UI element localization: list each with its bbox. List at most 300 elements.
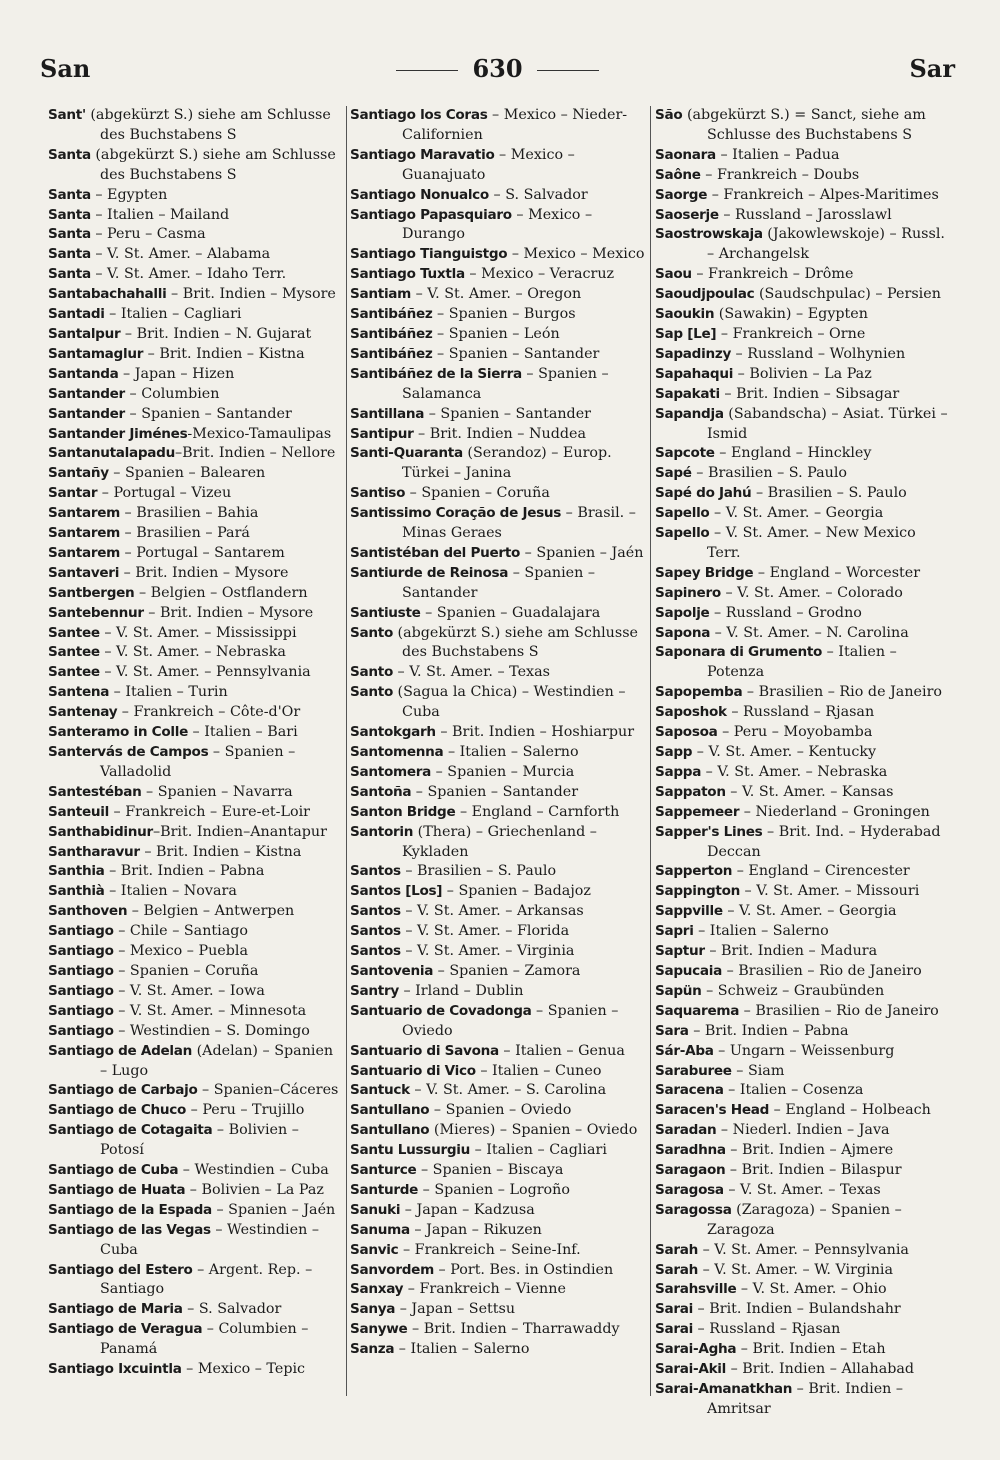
entry-location: (Zaragoza) – Spanien – Zaragoza <box>707 1201 902 1238</box>
list-item <box>350 1280 646 1300</box>
list-item <box>350 1141 646 1161</box>
list-item <box>48 504 344 524</box>
list-item <box>655 305 951 325</box>
entry-headword: Santiago de Maria <box>48 1301 183 1318</box>
entry-location: – Brit. Indien – Ajmere <box>725 1142 894 1159</box>
entry-headword: Saracen's Head <box>655 1102 770 1119</box>
list-item <box>48 245 344 265</box>
entry-location: – Brit. Indien – Mysore <box>143 604 314 621</box>
list-item <box>655 1022 951 1042</box>
list-item <box>655 743 951 763</box>
list-item <box>350 763 646 783</box>
entry-location: – Spanien – Balearen <box>108 465 266 482</box>
list-item <box>655 1002 951 1022</box>
entry-location: – Spanien – Coruña <box>405 485 550 502</box>
entry-location: – Egypten <box>90 186 168 203</box>
list-item <box>655 1261 951 1281</box>
list-item <box>350 882 646 902</box>
entry-location: – V. St. Amer. – Virginia <box>400 943 575 960</box>
entry-headword: Santena <box>48 684 110 701</box>
entry-headword: Santalpur <box>48 325 121 342</box>
list-item <box>350 544 646 564</box>
list-item <box>655 206 951 226</box>
entry-headword: Sarai-Akil <box>655 1361 727 1378</box>
entry-location: – Italien – Cosenza <box>723 1082 864 1099</box>
entry-location: – Italien – Padua <box>715 146 840 163</box>
list-item <box>655 1121 951 1141</box>
entry-headword: Sapello <box>655 525 710 542</box>
entry-location: – V. St. Amer. – S. Carolina <box>409 1082 607 1099</box>
entry-headword: Saposhok <box>655 704 727 721</box>
entry-location: – V. St. Amer. – Mississippi <box>99 624 297 641</box>
running-head-right: Sar <box>909 54 955 83</box>
entry-headword: Santos <box>350 943 401 960</box>
list-item <box>350 922 646 942</box>
entry-headword: Saoserje <box>655 206 719 223</box>
entry-headword: Santuario de Covadonga <box>350 1002 532 1019</box>
list-item <box>48 624 344 644</box>
list-item <box>655 723 951 743</box>
list-item <box>48 1261 344 1301</box>
page-header <box>40 54 955 90</box>
list-item <box>350 982 646 1002</box>
list-item <box>655 922 951 942</box>
entry-location: – Brasil. – Minas Geraes <box>402 505 636 542</box>
list-item <box>48 584 344 604</box>
entry-location: – V. St. Amer. – Alabama <box>90 246 271 263</box>
entry-headword: Santhia <box>48 863 105 880</box>
list-item <box>350 683 646 723</box>
list-item <box>655 763 951 783</box>
list-item <box>655 564 951 584</box>
entry-location: – Brit. Indien – Pabna <box>104 863 265 880</box>
entry-headword: Santiago de las Vegas <box>48 1221 211 1238</box>
list-item <box>350 245 646 265</box>
entry-headword: Sapé do Jahú <box>655 485 752 502</box>
entry-location: – V. St. Amer. – Missouri <box>740 883 920 900</box>
entry-headword: Santuck <box>350 1082 410 1099</box>
entry-headword: Santander <box>48 385 125 402</box>
entry-headword: Santos <box>350 923 401 940</box>
list-item <box>655 1360 951 1380</box>
list-item <box>655 1201 951 1241</box>
entry-headword: Sanvic <box>350 1241 399 1258</box>
entry-location: – S. Salvador <box>182 1301 282 1318</box>
entry-headword: Santervás de Campos <box>48 744 209 760</box>
entry-location: – Brit. Indien – Pabna <box>688 1022 849 1039</box>
list-item <box>48 604 344 624</box>
entry-headword: Santurce <box>350 1162 417 1179</box>
list-item <box>48 862 344 882</box>
entry-headword: Santiago los Coras <box>350 107 488 123</box>
entry-location: – Spanien–Cáceres <box>197 1082 339 1099</box>
entry-location: – Brasilien – Rio de Janeiro <box>739 1002 939 1019</box>
list-item <box>48 146 344 186</box>
entry-headword: Santo <box>350 684 393 701</box>
entry-headword: Santiago <box>48 1022 114 1039</box>
entry-location: – Russland – Wolhynien <box>731 345 906 362</box>
list-item <box>48 823 344 843</box>
list-item <box>48 803 344 823</box>
list-item <box>48 106 344 146</box>
list-item <box>350 345 646 365</box>
entry-location: – Peru – Casma <box>90 226 206 243</box>
list-item <box>655 803 951 823</box>
list-item <box>655 186 951 206</box>
list-item <box>48 643 344 663</box>
entry-location: – Mexico – Puebla <box>113 943 249 960</box>
entry-headword: Santiago de Huata <box>48 1181 186 1198</box>
list-item <box>48 405 344 425</box>
entry-headword: Sapandja <box>655 405 724 422</box>
entry-location: – Brit. Indien – Madura <box>704 943 878 960</box>
list-item <box>655 106 951 146</box>
entry-headword: Santiago <box>48 943 114 960</box>
list-item <box>655 703 951 723</box>
entry-headword: Santos <box>350 903 401 920</box>
entry-headword: Santiago de Cuba <box>48 1162 179 1179</box>
entry-headword: Santuario di Savona <box>350 1042 499 1059</box>
list-item <box>655 524 951 564</box>
entry-location: – Siam <box>731 1062 785 1079</box>
list-item <box>350 106 646 146</box>
list-item <box>655 1181 951 1201</box>
list-item <box>655 942 951 962</box>
entry-headword: Santiago Tuxtla <box>350 266 465 283</box>
list-item <box>48 783 344 803</box>
entry-headword: Santo <box>350 624 393 641</box>
list-item <box>48 1161 344 1181</box>
entry-location: – V. St. Amer. – Pennsylvania <box>698 1241 909 1258</box>
entry-headword: Saraburee <box>655 1062 732 1079</box>
list-item <box>48 186 344 206</box>
entry-headword: Santa <box>48 186 91 203</box>
entry-headword: Sappaton <box>655 783 726 800</box>
entry-location: – Westindien – S. Domingo <box>113 1022 310 1039</box>
entry-location: – Spanien – Salamanca <box>402 365 609 402</box>
entry-location: – Japan – Settsu <box>395 1301 516 1318</box>
entry-location: – V. St. Amer. – Iowa <box>113 982 265 999</box>
entry-location: – England – Cirencester <box>732 863 910 880</box>
entry-headword: Santa <box>48 146 91 163</box>
entry-location: – England – Carnforth <box>455 803 620 820</box>
entry-headword: Sár-Aba <box>655 1042 714 1059</box>
entry-headword: Sanxay <box>350 1281 404 1298</box>
list-item <box>48 663 344 683</box>
entry-headword: Santañy <box>48 465 109 482</box>
entry-location: – Italien – Cuneo <box>475 1062 602 1079</box>
entry-headword: Sapona <box>655 624 711 641</box>
entry-headword: Sapün <box>655 982 702 999</box>
entry-headword: Santenay <box>48 704 118 721</box>
entry-location: – Brit. Indien – Sibsagar <box>719 385 900 402</box>
list-item <box>350 206 646 246</box>
entry-headword: Santos [Los] <box>350 883 443 900</box>
list-item <box>655 405 951 445</box>
list-item <box>655 982 951 1002</box>
entry-headword: Santanda <box>48 365 119 382</box>
entry-headword: Santillana <box>350 405 425 422</box>
entry-headword: Santhià <box>48 883 105 900</box>
entry-headword: Saragosa <box>655 1181 724 1198</box>
entry-headword: Santibáñez <box>350 306 433 323</box>
list-item <box>350 1320 646 1340</box>
entry-location: – Spanien – Santander <box>402 564 596 601</box>
entry-headword: Santbergen <box>48 584 135 601</box>
list-item <box>350 425 646 445</box>
list-item <box>655 1300 951 1320</box>
entry-location: (Sabandscha) – Asiat. Türkei – Ismid <box>707 405 948 442</box>
entry-headword: Sanywe <box>350 1321 408 1338</box>
list-item <box>350 604 646 624</box>
list-item <box>48 225 344 245</box>
entry-location: – Mexico – Guanajuato <box>402 146 575 183</box>
list-item <box>655 1161 951 1181</box>
entry-location: – Russland – Rjasan <box>693 1321 841 1338</box>
list-item <box>655 1081 951 1101</box>
entry-location: – Schweiz – Graubünden <box>701 982 885 999</box>
entry-headword: Sanvordem <box>350 1261 434 1278</box>
entry-location: – V. St. Amer. – Texas <box>723 1181 881 1198</box>
entry-headword: Santa <box>48 266 91 283</box>
entry-location: – Westindien – Cuba <box>100 1221 319 1258</box>
entry-headword: Santiago Papasquiaro <box>350 206 512 223</box>
entry-location: – V. St. Amer. – Oregon <box>411 286 582 303</box>
entry-headword: Santarem <box>48 544 121 561</box>
entry-location: – Spanien – León <box>432 325 560 342</box>
entry-headword: Sappa <box>655 763 702 780</box>
entry-location: (Sawakin) – Egypten <box>714 306 868 323</box>
entry-location: – Spanien – Logroño <box>418 1181 570 1198</box>
list-item <box>350 723 646 743</box>
entry-headword: Sapé <box>655 465 692 482</box>
list-item <box>350 1042 646 1062</box>
list-item <box>48 325 344 345</box>
entry-location: – Brit. Indien – Hoshiarpur <box>435 724 635 741</box>
entry-location: – Frankreich – Doubs <box>700 166 860 183</box>
entry-location: – Russland – Jarosslawl <box>718 206 892 223</box>
entry-location: – Brit. Indien – Allahabad <box>726 1361 915 1378</box>
entry-headword: Santiago Maravatio <box>350 146 495 163</box>
entry-location: – Peru – Moyobamba <box>717 724 873 741</box>
entry-headword: Santhabidinur <box>48 823 153 840</box>
entry-headword: Saradan <box>655 1122 717 1139</box>
entry-headword: Santiago <box>48 1002 114 1019</box>
entry-headword: Sarahsville <box>655 1281 737 1298</box>
entry-location: – Russland – Rjasan <box>726 704 875 721</box>
entry-headword: Saostrowskaja <box>655 226 763 243</box>
list-item <box>655 1340 951 1360</box>
list-item <box>350 285 646 305</box>
entry-location: (abgekürzt S.) siehe am Schlusse des Buchstabens S <box>85 107 331 143</box>
list-item <box>655 604 951 624</box>
entry-headword: Santiago de Cotagaita <box>48 1122 213 1139</box>
entry-headword: Saquarema <box>655 1002 740 1019</box>
list-item <box>350 305 646 325</box>
page-number: 630 <box>40 54 955 83</box>
entry-location: – Spanien – Jaén <box>211 1201 336 1218</box>
entry-location: – V. St. Amer. – Kansas <box>725 783 894 800</box>
entry-headword: Sapopemba <box>655 684 743 701</box>
entry-location: – Japan – Rikuzen <box>409 1221 542 1238</box>
entry-location: – Spanien – Coruña <box>113 962 259 979</box>
entry-location: – Portugal – Vizeu <box>97 485 232 502</box>
entry-headword: Santee <box>48 664 100 681</box>
entry-location: – Spanien – Murcia <box>431 763 575 780</box>
entry-location: – England – Holbeach <box>769 1102 931 1119</box>
entry-headword: Sapp <box>655 744 693 760</box>
entry-location: – Spanien – Santander <box>424 405 591 422</box>
entry-location: – Brasilien – S. Paulo <box>400 863 557 880</box>
entry-headword: Santee <box>48 624 100 641</box>
entry-headword: Santamaglur <box>48 345 144 362</box>
list-item <box>48 464 344 484</box>
entry-headword: Sanya <box>350 1301 396 1318</box>
entry-location: – Frankreich – Vienne <box>403 1281 566 1298</box>
list-item <box>48 206 344 226</box>
column-divider <box>650 106 651 1396</box>
entry-headword: Saponara di Grumento <box>655 644 823 661</box>
entry-location: – Brit. Indien – Mysore <box>166 286 336 303</box>
list-item <box>350 1161 646 1181</box>
list-item <box>350 1062 646 1082</box>
entry-headword: Santiago <box>48 962 114 979</box>
entry-location: -Mexico-Tamaulipas <box>187 425 332 442</box>
entry-headword: Santiago de Chuco <box>48 1102 187 1119</box>
entry-location: – Frankreich – Orne <box>716 325 866 342</box>
entry-headword: Saptur <box>655 943 705 960</box>
entry-location: – V. St. Amer. – Minnesota <box>113 1002 307 1019</box>
entry-location: – Ungarn – Weissenburg <box>713 1042 895 1059</box>
entry-location: – Spanien – Santander <box>411 783 579 800</box>
entry-headword: Santiago del Estero <box>48 1261 193 1278</box>
entry-headword: Sapakati <box>655 385 720 402</box>
entry-headword: Santokgarh <box>350 724 436 741</box>
list-item <box>48 1201 344 1221</box>
entry-headword: Sapucaia <box>655 962 723 979</box>
list-item <box>48 265 344 285</box>
entry-location: – Portugal – Santarem <box>120 544 285 561</box>
list-item <box>655 285 951 305</box>
entry-headword: Sanuma <box>350 1221 410 1238</box>
entry-headword: Santibáñez <box>350 345 433 362</box>
entry-location: – Brit. Ind. – Hyderabad Deccan <box>707 823 941 860</box>
list-item <box>655 385 951 405</box>
list-item <box>350 444 646 484</box>
entry-location: – Spanien – Oviedo <box>429 1102 572 1119</box>
entry-headword: Sap [Le] <box>655 325 717 342</box>
entry-location: – Spanien – Biscaya <box>416 1162 564 1179</box>
entry-location: (Adelan) – Spanien – Lugo <box>100 1042 334 1079</box>
entry-location: – V. St. Amer. – Nebraska <box>99 644 286 661</box>
entry-location: – Japan – Kadzusa <box>400 1201 535 1218</box>
entry-headword: Santharavur <box>48 843 140 860</box>
entry-location: – Port. Bes. in Ostindien <box>433 1261 614 1278</box>
column-divider <box>346 106 347 1396</box>
entry-headword: Sara <box>655 1022 689 1039</box>
list-item <box>350 803 646 823</box>
list-item <box>350 1221 646 1241</box>
list-item <box>350 504 646 544</box>
entry-location: – Brit. Indien – Kistna <box>139 843 302 860</box>
entry-headword: Sapadinzy <box>655 345 732 362</box>
entry-location: –Brit. Indien – Nellore <box>174 445 336 462</box>
list-item <box>655 882 951 902</box>
entry-location: – V. St. Amer. – Georgia <box>709 505 884 522</box>
entry-headword: Santibáñez de la Sierra <box>350 365 522 382</box>
list-item <box>48 1101 344 1121</box>
entry-location: – Brit. Indien – Nuddea <box>413 425 586 442</box>
entry-location: – V. St. Amer. – Pennsylvania <box>99 664 311 681</box>
entry-location: – Brasilien – Rio de Janeiro <box>722 962 922 979</box>
entry-headword: Santiago Tianguistgo <box>350 246 508 263</box>
entry-location: – Niederland – Groningen <box>739 803 930 820</box>
entry-headword: Santiago Nonualco <box>350 186 489 203</box>
list-item <box>350 325 646 345</box>
entry-headword: Sanuki <box>350 1201 401 1218</box>
entry-location: – Spanien – Jaén <box>520 544 644 561</box>
list-item <box>350 564 646 604</box>
entry-location: – Brasilien – Bahia <box>120 505 259 522</box>
entry-location: – V. St. Amer. – Texas <box>392 664 550 681</box>
entry-headword: Saoukin <box>655 306 715 323</box>
entry-headword: Santurde <box>350 1181 419 1198</box>
list-item <box>48 982 344 1002</box>
list-item <box>48 1042 344 1082</box>
entry-location: – Italien – Cagliari <box>470 1142 607 1159</box>
list-item <box>655 1280 951 1300</box>
entry-location: (Saudschpulac) – Persien <box>754 286 941 303</box>
list-item <box>48 723 344 743</box>
gazetteer-columns <box>48 106 958 1417</box>
entry-location: – V. St. Amer. – Colorado <box>720 584 903 601</box>
entry-headword: Santry <box>350 982 399 999</box>
column-2 <box>350 106 646 1360</box>
entry-location: – V. St. Amer. – W. Virginia <box>698 1261 893 1278</box>
entry-location: – Italien – Bari <box>188 724 298 741</box>
entry-headword: Santanutalapadu <box>48 445 175 462</box>
list-item <box>48 285 344 305</box>
entry-headword: Sapper's Lines <box>655 823 763 840</box>
entry-location: – Mexico – Nieder-Californien <box>402 107 628 143</box>
column-1 <box>48 106 344 1380</box>
list-item <box>655 365 951 385</box>
list-item <box>655 1062 951 1082</box>
entry-headword: Sarai <box>655 1301 694 1318</box>
entry-location: – Italien – Turin <box>109 684 228 701</box>
entry-location: – Spanien – Santander <box>124 405 292 422</box>
entry-location: – Belgien – Ostflandern <box>134 584 308 601</box>
entry-location: – Frankreich – Eure-et-Loir <box>108 803 310 820</box>
list-item <box>655 484 951 504</box>
list-item <box>655 862 951 882</box>
entry-headword: Santomenna <box>350 744 444 760</box>
list-item <box>48 385 344 405</box>
entry-headword: Saonara <box>655 146 716 163</box>
entry-headword: Santabachahalli <box>48 286 167 303</box>
list-item <box>350 1340 646 1360</box>
list-item <box>350 1002 646 1042</box>
entry-location: – Columbien – Panamá <box>100 1321 309 1358</box>
list-item <box>48 1022 344 1042</box>
list-item <box>48 743 344 783</box>
list-item <box>655 962 951 982</box>
entry-headword: Santiuste <box>350 604 421 621</box>
entry-location: (abgekürzt S.) siehe am Schlusse des Buchstabens S <box>392 624 639 661</box>
entry-headword: Santipur <box>350 425 414 442</box>
list-item <box>48 365 344 385</box>
entry-location: – Italien – Novara <box>104 883 237 900</box>
